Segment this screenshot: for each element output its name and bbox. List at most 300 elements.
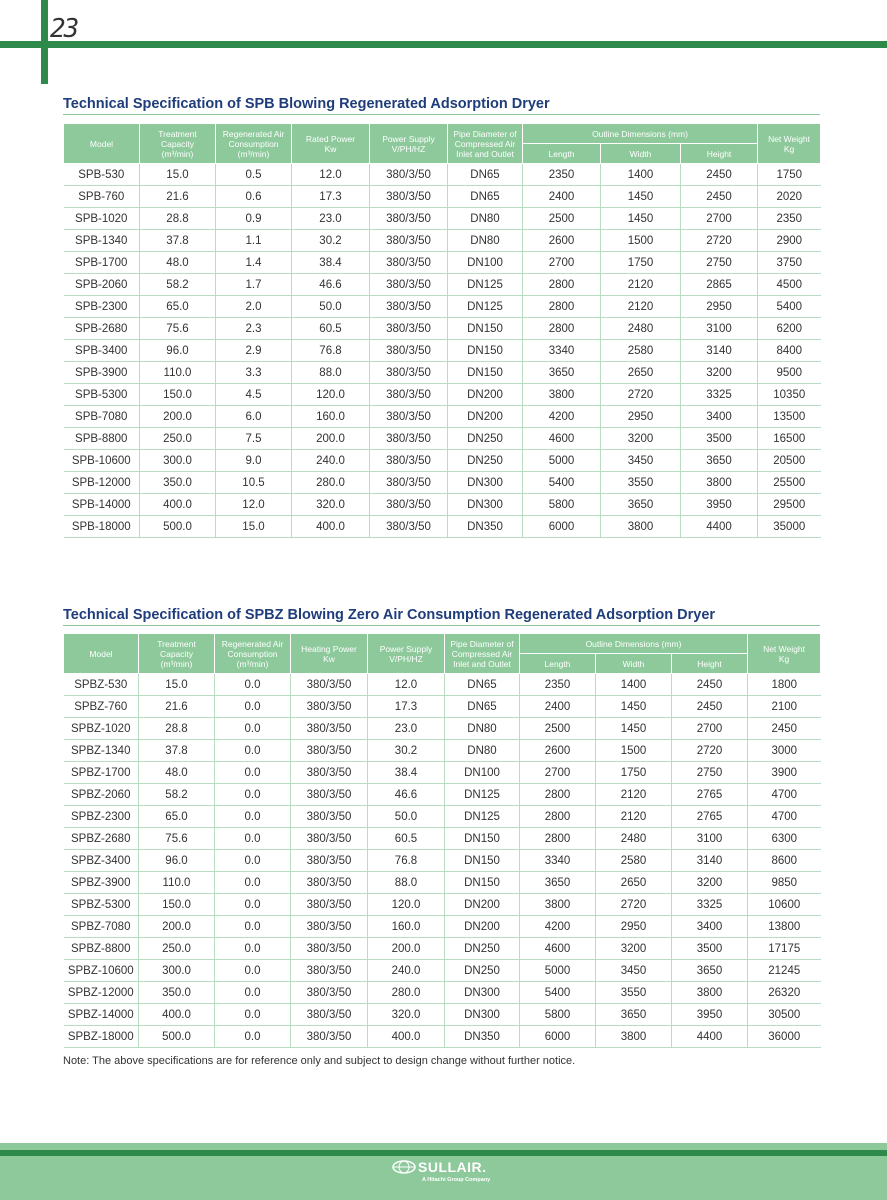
table-cell: 0.9 [216, 208, 292, 230]
table-cell: 3750 [758, 252, 821, 274]
table-row [64, 960, 821, 982]
table-cell: 65.0 [140, 296, 216, 318]
table-cell: 3550 [596, 982, 672, 1004]
table-cell: SPB-530 [64, 164, 140, 186]
table-cell: 3400 [681, 406, 758, 428]
table-cell: 88.0 [368, 872, 445, 894]
table-cell: 1450 [596, 696, 672, 718]
table-cell: 2580 [601, 340, 681, 362]
table-cell: SPB-2680 [64, 318, 140, 340]
table-cell: 58.2 [140, 274, 216, 296]
header-width: Width [596, 654, 672, 674]
table-cell: SPBZ-1340 [64, 740, 139, 762]
table-cell: 380/3/50 [370, 428, 448, 450]
table-cell: 6.0 [216, 406, 292, 428]
table-row [64, 1004, 821, 1026]
table-cell: 120.0 [292, 384, 370, 406]
table-cell: 3650 [672, 960, 748, 982]
table-cell: DN250 [448, 428, 523, 450]
table-row [64, 872, 821, 894]
table-row [64, 296, 821, 318]
table-cell: 1450 [601, 186, 681, 208]
table-cell: SPBZ-3900 [64, 872, 139, 894]
table-cell: 1.1 [216, 230, 292, 252]
table-cell: 8400 [758, 340, 821, 362]
table-cell: 2950 [601, 406, 681, 428]
table-cell: 0.0 [215, 982, 291, 1004]
table-cell: 380/3/50 [291, 1004, 368, 1026]
table-cell: 200.0 [139, 916, 215, 938]
table-cell: 150.0 [140, 384, 216, 406]
table-cell: SPB-8800 [64, 428, 140, 450]
table-cell: 0.6 [216, 186, 292, 208]
table-cell: 10.5 [216, 472, 292, 494]
table-cell: 380/3/50 [370, 274, 448, 296]
table-cell: 6000 [523, 516, 601, 538]
sullair-globe-icon [391, 1160, 417, 1174]
table-cell: DN350 [445, 1026, 520, 1048]
table-cell: 2600 [523, 230, 601, 252]
table-cell: 380/3/50 [291, 872, 368, 894]
table-cell: 4700 [748, 806, 821, 828]
table-cell: 76.8 [368, 850, 445, 872]
table-cell: 3800 [601, 516, 681, 538]
table-cell: 4500 [758, 274, 821, 296]
table-cell: 500.0 [140, 516, 216, 538]
table-cell: 50.0 [368, 806, 445, 828]
table-cell: SPBZ-5300 [64, 894, 139, 916]
table-cell: 2950 [596, 916, 672, 938]
table-row [64, 806, 821, 828]
table-cell: 380/3/50 [370, 318, 448, 340]
table-cell: 12.0 [368, 674, 445, 696]
table-cell: 2480 [596, 828, 672, 850]
table-cell: 380/3/50 [370, 384, 448, 406]
table-cell: 3400 [672, 916, 748, 938]
spb-section-title: Technical Specification of SPB Blowing Regenerated Adsorption Dryer [63, 96, 550, 112]
table-cell: 110.0 [140, 362, 216, 384]
table-cell: 380/3/50 [370, 208, 448, 230]
table-cell: 400.0 [140, 494, 216, 516]
table-row [64, 428, 821, 450]
table-cell: 28.8 [139, 718, 215, 740]
table-cell: 400.0 [368, 1026, 445, 1048]
table-row [64, 362, 821, 384]
table-cell: SPB-12000 [64, 472, 140, 494]
table-cell: 3500 [672, 938, 748, 960]
table-cell: SPBZ-18000 [64, 1026, 139, 1048]
table-cell: 2580 [596, 850, 672, 872]
table-cell: 300.0 [140, 450, 216, 472]
table-cell: DN150 [445, 850, 520, 872]
table-cell: 380/3/50 [291, 740, 368, 762]
table-cell: 96.0 [139, 850, 215, 872]
header-height: Height [681, 144, 758, 164]
table-cell: 380/3/50 [370, 516, 448, 538]
table-cell: 380/3/50 [291, 784, 368, 806]
table-cell: 2500 [520, 718, 596, 740]
table-cell: DN65 [448, 186, 523, 208]
header-net-weight: Net Weight Kg [748, 634, 821, 674]
table-cell: 2800 [520, 806, 596, 828]
table-cell: 2700 [681, 208, 758, 230]
table-cell: SPBZ-2680 [64, 828, 139, 850]
table-cell: 160.0 [368, 916, 445, 938]
table-cell: 350.0 [140, 472, 216, 494]
table-row [64, 696, 821, 718]
table-cell: SPB-3900 [64, 362, 140, 384]
table-cell: 9850 [748, 872, 821, 894]
table-cell: 3200 [681, 362, 758, 384]
table-cell: 1750 [596, 762, 672, 784]
table-cell: DN65 [448, 164, 523, 186]
table-cell: 3200 [601, 428, 681, 450]
table-cell: 160.0 [292, 406, 370, 428]
table-cell: 15.0 [140, 164, 216, 186]
table-cell: 2800 [523, 274, 601, 296]
table-cell: 9500 [758, 362, 821, 384]
table-cell: 1500 [596, 740, 672, 762]
table-cell: 75.6 [139, 828, 215, 850]
table-cell: 0.0 [215, 1026, 291, 1048]
table-cell: SPB-1340 [64, 230, 140, 252]
brand-name: SULLAIR. [418, 1159, 487, 1175]
table-cell: 3100 [681, 318, 758, 340]
table-cell: 380/3/50 [291, 828, 368, 850]
table-cell: 26320 [748, 982, 821, 1004]
table-cell: 13800 [748, 916, 821, 938]
table-cell: 2765 [672, 806, 748, 828]
table-cell: 3800 [596, 1026, 672, 1048]
table-cell: 380/3/50 [370, 186, 448, 208]
table-cell: 3340 [520, 850, 596, 872]
spbz-title-rule [63, 625, 820, 626]
table-cell: SPB-7080 [64, 406, 140, 428]
table-cell: DN250 [445, 938, 520, 960]
table-cell: 10600 [748, 894, 821, 916]
table-row [64, 850, 821, 872]
table-cell: 380/3/50 [370, 450, 448, 472]
table-cell: DN125 [448, 274, 523, 296]
table-cell: SPBZ-1700 [64, 762, 139, 784]
table-cell: 3800 [681, 472, 758, 494]
table-cell: 2650 [596, 872, 672, 894]
table-cell: 2700 [523, 252, 601, 274]
table-cell: SPB-1700 [64, 252, 140, 274]
table-cell: SPB-2300 [64, 296, 140, 318]
table-cell: 3800 [672, 982, 748, 1004]
table-cell: SPBZ-14000 [64, 1004, 139, 1026]
table-cell: 2800 [520, 828, 596, 850]
table-cell: DN65 [445, 674, 520, 696]
table-cell: SPB-1020 [64, 208, 140, 230]
table-cell: 2720 [672, 740, 748, 762]
table-cell: 380/3/50 [370, 164, 448, 186]
table-row [64, 938, 821, 960]
table-cell: 380/3/50 [291, 762, 368, 784]
table-cell: 21.6 [140, 186, 216, 208]
table-row [64, 318, 821, 340]
table-cell: 16500 [758, 428, 821, 450]
table-cell: 2.3 [216, 318, 292, 340]
table-cell: 380/3/50 [291, 850, 368, 872]
table-cell: 58.2 [139, 784, 215, 806]
table-cell: 3140 [672, 850, 748, 872]
table-cell: 3900 [748, 762, 821, 784]
table-cell: 250.0 [140, 428, 216, 450]
table-row [64, 762, 821, 784]
table-cell: 0.0 [215, 740, 291, 762]
table-cell: 0.0 [215, 696, 291, 718]
table-cell: 3950 [672, 1004, 748, 1026]
table-cell: 3650 [523, 362, 601, 384]
table-cell: 0.0 [215, 784, 291, 806]
table-cell: 17175 [748, 938, 821, 960]
table-cell: DN150 [445, 872, 520, 894]
table-row [64, 828, 821, 850]
table-cell: 29500 [758, 494, 821, 516]
table-row [64, 450, 821, 472]
table-cell: DN80 [445, 718, 520, 740]
table-cell: SPB-18000 [64, 516, 140, 538]
table-cell: DN125 [445, 784, 520, 806]
table-row [64, 274, 821, 296]
table-cell: SPBZ-760 [64, 696, 139, 718]
table-cell: 3100 [672, 828, 748, 850]
header-power-supply: Power Supply V/PH/HZ [368, 634, 445, 674]
table-cell: 3950 [681, 494, 758, 516]
table-cell: 46.6 [368, 784, 445, 806]
table-cell: 30.2 [368, 740, 445, 762]
table-cell: 2450 [748, 718, 821, 740]
table-cell: 1400 [596, 674, 672, 696]
table-cell: 380/3/50 [291, 916, 368, 938]
table-cell: 12.0 [216, 494, 292, 516]
table-cell: 5000 [520, 960, 596, 982]
table-cell: 37.8 [140, 230, 216, 252]
table-row [64, 494, 821, 516]
table-cell: 2900 [758, 230, 821, 252]
table-row [64, 186, 821, 208]
table-cell: 0.0 [215, 872, 291, 894]
table-cell: 120.0 [368, 894, 445, 916]
table-cell: 2800 [520, 784, 596, 806]
table-cell: 1500 [601, 230, 681, 252]
table-cell: 3140 [681, 340, 758, 362]
spbz-spec-table [63, 633, 821, 1048]
table-cell: 250.0 [139, 938, 215, 960]
table-cell: 380/3/50 [291, 894, 368, 916]
table-cell: 1400 [601, 164, 681, 186]
table-cell: 3650 [601, 494, 681, 516]
table-cell: DN80 [445, 740, 520, 762]
table-cell: 0.0 [215, 718, 291, 740]
table-row [64, 784, 821, 806]
footer-stripe [0, 1150, 887, 1156]
table-cell: 2800 [523, 318, 601, 340]
table-cell: 2700 [520, 762, 596, 784]
table-cell: SPBZ-12000 [64, 982, 139, 1004]
table-row [64, 384, 821, 406]
table-cell: 5400 [523, 472, 601, 494]
table-cell: 0.0 [215, 894, 291, 916]
table-row [64, 674, 821, 696]
table-cell: 380/3/50 [370, 494, 448, 516]
table-cell: 4700 [748, 784, 821, 806]
table-cell: 380/3/50 [291, 960, 368, 982]
table-cell: 96.0 [140, 340, 216, 362]
table-cell: 2600 [520, 740, 596, 762]
table-cell: DN65 [445, 696, 520, 718]
table-cell: 5800 [523, 494, 601, 516]
table-cell: 240.0 [368, 960, 445, 982]
header-width: Width [601, 144, 681, 164]
table-cell: 1.7 [216, 274, 292, 296]
table-cell: 380/3/50 [370, 252, 448, 274]
table-cell: 30500 [748, 1004, 821, 1026]
table-row [64, 164, 821, 186]
table-cell: DN80 [448, 230, 523, 252]
table-cell: 3550 [601, 472, 681, 494]
table-cell: DN200 [448, 406, 523, 428]
table-row [64, 406, 821, 428]
table-cell: 300.0 [139, 960, 215, 982]
table-cell: 9.0 [216, 450, 292, 472]
header-outline-dimensions: Outline Dimensions (mm) [520, 634, 748, 654]
table-row [64, 894, 821, 916]
table-cell: 2500 [523, 208, 601, 230]
header-capacity: Treatment Capacity (m³/min) [139, 634, 215, 674]
table-cell: 38.4 [368, 762, 445, 784]
header-outline-dimensions: Outline Dimensions (mm) [523, 124, 758, 144]
table-cell: 320.0 [368, 1004, 445, 1026]
table-cell: 380/3/50 [370, 362, 448, 384]
table-cell: 380/3/50 [291, 938, 368, 960]
table-cell: 2.0 [216, 296, 292, 318]
table-cell: 60.5 [368, 828, 445, 850]
table-cell: 380/3/50 [291, 1026, 368, 1048]
table-cell: 150.0 [139, 894, 215, 916]
table-cell: 200.0 [368, 938, 445, 960]
table-row [64, 208, 821, 230]
header-net-weight: Net Weight Kg [758, 124, 821, 164]
table-cell: 76.8 [292, 340, 370, 362]
table-cell: 4400 [681, 516, 758, 538]
table-cell: 200.0 [140, 406, 216, 428]
spbz-section-title: Technical Specification of SPBZ Blowing Zero Air Consumption Regenerated Adsorption Dryer [63, 607, 716, 623]
table-cell: 12.0 [292, 164, 370, 186]
table-cell: DN250 [448, 450, 523, 472]
table-row [64, 472, 821, 494]
table-cell: DN125 [445, 806, 520, 828]
header-heating-power: Heating Power Kw [291, 634, 368, 674]
table-cell: 380/3/50 [291, 696, 368, 718]
table-cell: 3650 [520, 872, 596, 894]
table-cell: 5800 [520, 1004, 596, 1026]
table-cell: 60.5 [292, 318, 370, 340]
table-cell: 0.0 [215, 1004, 291, 1026]
table-cell: 4.5 [216, 384, 292, 406]
table-cell: 350.0 [139, 982, 215, 1004]
header-regenerated-air: Regenerated Air Consumption (m³/min) [216, 124, 292, 164]
header-rated-power: Rated Power Kw [292, 124, 370, 164]
table-cell: 48.0 [140, 252, 216, 274]
table-cell: 2120 [601, 296, 681, 318]
table-row [64, 516, 821, 538]
table-cell: 2800 [523, 296, 601, 318]
table-row [64, 982, 821, 1004]
table-cell: 2720 [596, 894, 672, 916]
table-cell: 25500 [758, 472, 821, 494]
page-number: 23 [50, 14, 78, 44]
table-cell: 400.0 [139, 1004, 215, 1026]
table-cell: SPBZ-8800 [64, 938, 139, 960]
table-cell: DN300 [448, 472, 523, 494]
table-cell: 2720 [601, 384, 681, 406]
table-cell: 2720 [681, 230, 758, 252]
table-cell: 2350 [520, 674, 596, 696]
table-cell: DN200 [445, 916, 520, 938]
table-cell: 8600 [748, 850, 821, 872]
header-capacity: Treatment Capacity (m³/min) [140, 124, 216, 164]
table-row [64, 916, 821, 938]
table-cell: 380/3/50 [370, 406, 448, 428]
table-cell: 36000 [748, 1026, 821, 1048]
table-cell: 2350 [523, 164, 601, 186]
table-cell: 0.0 [215, 938, 291, 960]
header-height: Height [672, 654, 748, 674]
table-cell: DN350 [448, 516, 523, 538]
table-cell: 20500 [758, 450, 821, 472]
header-model: Model [64, 124, 140, 164]
table-cell: 4200 [523, 406, 601, 428]
table-cell: 21.6 [139, 696, 215, 718]
table-cell: 4600 [523, 428, 601, 450]
table-cell: SPB-14000 [64, 494, 140, 516]
table-cell: DN100 [448, 252, 523, 274]
header-length: Length [520, 654, 596, 674]
table-cell: 3650 [596, 1004, 672, 1026]
table-cell: 65.0 [139, 806, 215, 828]
table-cell: 38.4 [292, 252, 370, 274]
table-cell: 75.6 [140, 318, 216, 340]
table-cell: 0.0 [215, 674, 291, 696]
table-cell: DN200 [445, 894, 520, 916]
table-cell: 23.0 [292, 208, 370, 230]
header-power-supply: Power Supply V/PH/HZ [370, 124, 448, 164]
table-cell: SPB-2060 [64, 274, 140, 296]
table-cell: 3200 [672, 872, 748, 894]
table-cell: 1450 [601, 208, 681, 230]
table-cell: SPB-5300 [64, 384, 140, 406]
table-cell: 280.0 [292, 472, 370, 494]
table-cell: SPBZ-2300 [64, 806, 139, 828]
table-cell: 0.0 [215, 762, 291, 784]
table-cell: 3000 [748, 740, 821, 762]
table-cell: DN300 [448, 494, 523, 516]
table-cell: 6300 [748, 828, 821, 850]
table-cell: 15.0 [216, 516, 292, 538]
table-cell: DN80 [448, 208, 523, 230]
spb-title-rule [63, 114, 820, 115]
table-cell: SPBZ-1020 [64, 718, 139, 740]
table-cell: 380/3/50 [370, 296, 448, 318]
table-cell: 2865 [681, 274, 758, 296]
table-cell: 280.0 [368, 982, 445, 1004]
disclaimer-note: Note: The above specifications are for reference only and subject to design change without further notice. [63, 1055, 576, 1067]
table-cell: 6000 [520, 1026, 596, 1048]
table-cell: 3.3 [216, 362, 292, 384]
